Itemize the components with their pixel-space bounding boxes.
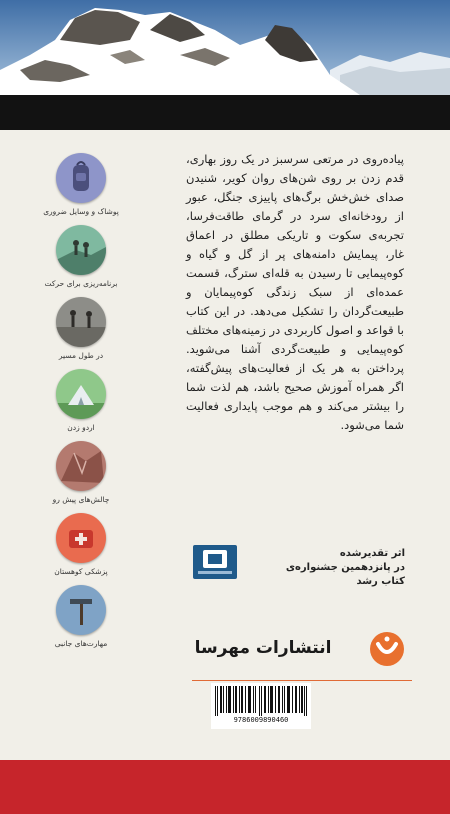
publisher-name: انتشارات مهرسا [194, 638, 332, 658]
publisher-divider [192, 680, 412, 681]
award-logo-icon [193, 545, 237, 579]
topic-item [40, 513, 122, 576]
topic-item [40, 153, 122, 216]
isbn-barcode [211, 683, 311, 729]
topic-label: مهارت‌های جانبی [54, 639, 108, 648]
award-notice [193, 545, 408, 587]
publisher-logo-icon [368, 630, 406, 668]
trail-icon [56, 297, 106, 347]
award-text: اثر تقدیرشده در پانزدهمین جشنواره‌ی کتاب رشد [285, 548, 405, 587]
rock-icon [56, 441, 106, 491]
book-description: پیاده‌روی در مرتعی سرسبز در یک روز بهاری، قدم زدن بر روی شن‌های روان کویر، شنیدن صدای خش‌خش برگ‌های پاییزی جنگل، عبور از رودخانه‌ای سرد در گرمای طاقت‌فرسا، تجربه‌ی سکوت و تاریکی مطلق در اعماق غار، پیمایش دامنه‌های پر از گل و گیاه و کوه‌پیمایی تا رسیدن به قله‌ای سترگ، قسمت عمده‌ای از سبک زندگی کوه‌پیمایان و طبیعت‌گردان را تشکیل می‌دهد. در این کتاب با قواعد و اصول کاربردی در زمینه‌های مختلف کوه‌پیمایی و طبیعت‌گردی آشنا می‌شوید. پرداختن به هر یک از فعالیت‌های پیش‌گفته، اگر همراه آموزش صحیح باشد، هم لذت شما را بیشتر می‌کند و هم موجب پایداری فعالیت شما می‌شود. [186, 152, 404, 432]
axe-icon [56, 585, 106, 635]
backpack-icon [56, 153, 106, 203]
first-aid-icon [56, 513, 106, 563]
isbn-number: 9786009890460 [233, 716, 289, 724]
topic-label: پزشکی کوهستان [54, 567, 108, 576]
topic-label: برنامه‌ریزی برای حرکت [44, 279, 118, 288]
red-band [0, 760, 450, 814]
topic-item [40, 441, 122, 504]
topic-item [40, 225, 122, 288]
tent-icon [56, 369, 106, 419]
topic-item [40, 585, 122, 648]
topic-label: پوشاک و وسایل ضروری [43, 207, 119, 216]
topic-label: در طول مسیر [58, 351, 104, 360]
topic-label: چالش‌های پیش رو [52, 495, 110, 504]
hikers-icon [56, 225, 106, 275]
barcode-bars [215, 686, 307, 716]
topic-item [40, 297, 122, 360]
dark-band [0, 95, 450, 130]
publisher-block [188, 630, 413, 672]
cover-photo [0, 0, 450, 95]
topic-label: اردو زدن [67, 423, 95, 432]
topic-item [40, 369, 122, 432]
